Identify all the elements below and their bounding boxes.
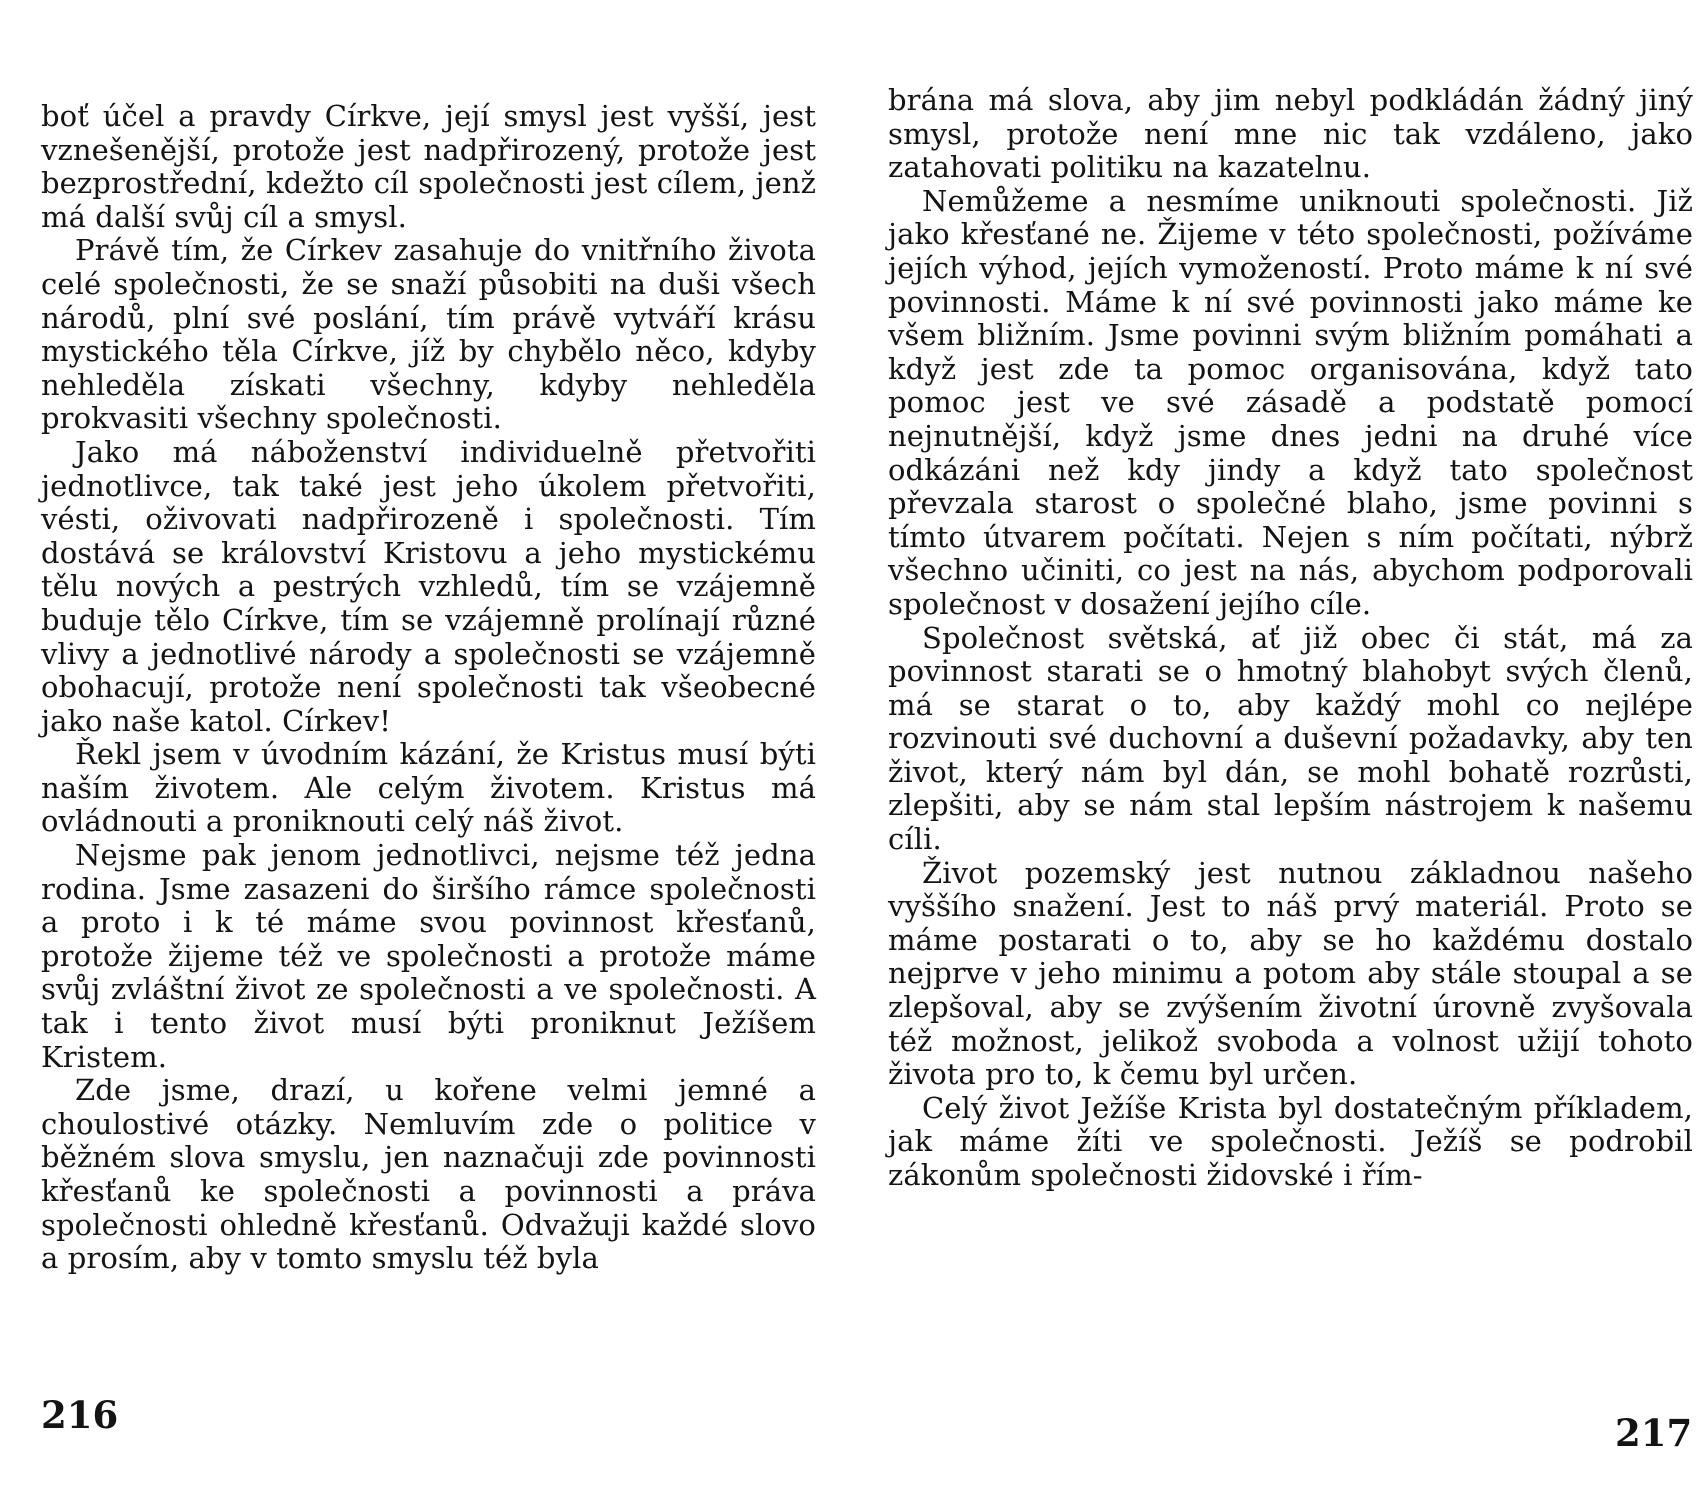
paragraph: Řekl jsem v úvodním kázání, že Kristus musí býti naším životem. Ale celým životem. Kristus má ovládnouti a proniknouti celý náš život. — [41, 737, 816, 839]
paragraph: Celý život Ježíše Krista byl dostatečným příkladem, jak máme žíti ve společnosti. Ježíš se podrobil zákonům společnosti židovské i řím- — [888, 1090, 1693, 1192]
paragraph: Zde jsme, drazí, u kořene velmi jemné a choulostivé otázky. Nemluvím zde o politice v běžném slova smyslu, jen naznačuji zde povinnosti křesťanů ke společnosti a povinnosti a práva společnosti ohledně křesťanů. Odvažuji každé slovo a prosím, aby v tomto smyslu též byla — [41, 1073, 816, 1276]
paragraph: brána má slova, aby jim nebyl podkládán žádný jiný smysl, protože není mne nic tak vzdáleno, jako zatahovati politiku na kazatelnu. — [888, 83, 1693, 185]
paragraph: Právě tím, že Církev zasahuje do vnitřního života celé společnosti, že se snaží působiti na duši všech národů, plní své poslání, tím právě vytváří krásu mystického těla Církve, jíž by chybělo něco, kdyby nehleděla získati všechny, kdyby nehleděla prokvasiti všechny společnosti. — [41, 233, 816, 436]
paragraph: Nemůžeme a nesmíme uniknouti společnosti. Již jako křesťané ne. Žijeme v této společnosti, požíváme jejích výhod, jejích vymožeností. Proto máme k ní své povinnosti. Máme k ní své povinnosti jako máme ke všem bližním. Jsme povinni svým bližním pomáhati a když jest zde ta pomoc organisována, když tato pomoc jest ve své zásadě a podstatě pomocí nejnutnější, když jsme dnes jedni na druhé více odkázáni než kdy jindy a když tato společnost převzala starost o společné blaho, jsme povinni s tímto útvarem počítati. Nejen s ním počítati, nýbrž všechno učiniti, co jest na nás, abychom podporovali společnost v dosažení jejího cíle. — [888, 183, 1693, 621]
paragraph: Život pozemský jest nutnou základnou našeho vyššího snažení. Jest to náš prvý materiál. Proto se máme postarati o to, aby se ho každému dostalo nejprve v jeho minimu a potom aby stále stoupal a se zlepšoval, aby se zvýšením životní úrovně zvyšovala též možnost, jelikož svoboda a volnost užijí tohoto života pro to, k čemu byl určen. — [888, 855, 1693, 1092]
paragraph: boť účel a pravdy Církve, její smysl jest vyšší, jest vznešenější, protože jest nadpřirozený, protože jest bezprostřední, kdežto cíl společnosti jest cílem, jenž má další svůj cíl a smysl. — [41, 99, 816, 234]
paragraph: Společnost světská, ať již obec či stát, má za povinnost starati se o hmotný blahobyt svých členů, má se starat o to, aby každý mohl co nejlépe rozvinouti své duchovní a duševní požadavky, aby ten život, který nám byl dán, se mohl bohatě rozrůsti, zlepšiti, aby se nám stal lepším nástrojem k našemu cíli. — [888, 620, 1693, 857]
paragraph: Nejsme pak jenom jednotlivci, nejsme též jedna rodina. Jsme zasazeni do širšího rámce společnosti a proto i k té máme svou povinnost křesťanů, protože žijeme též ve společnosti a protože máme svůj zvláštní život ze společnosti a ve společnosti. A tak i tento život musí býti proniknut Ježíšem Kristem. — [41, 838, 816, 1074]
right-page — [851, 0, 1702, 1500]
page-number: 216 — [41, 1393, 119, 1437]
right-page-text — [888, 84, 1693, 1193]
page-number: 217 — [1615, 1411, 1693, 1455]
left-page-text — [41, 100, 816, 1276]
paragraph: Jako má náboženství individuelně přetvořiti jednotlivce, tak také jest jeho úkolem přetvořiti, vésti, oživovati nadpřirozeně i společnosti. Tím dostává se království Kristovu a jeho mystickému tělu nových a pestrých vzhledů, tím se vzájemně buduje tělo Církve, tím se vzájemně prolínají různé vlivy a jednotlivé národy a společnosti se vzájemně obohacují, protože není společnosti tak všeobecné jako naše katol. Církev! — [41, 434, 816, 738]
